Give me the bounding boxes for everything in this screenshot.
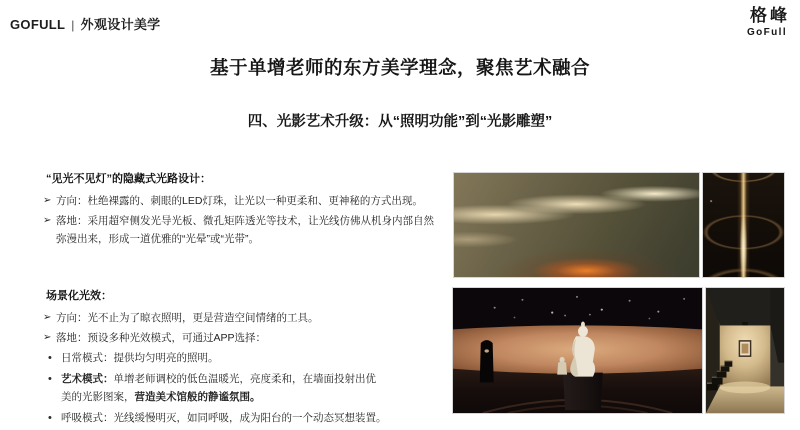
slide-subtitle: 四、光影艺术升级：从“照明功能”到“光影雕塑”	[247, 114, 553, 130]
logo-en-text: GoFull	[746, 26, 787, 38]
mode-desc: 单增老师调校的低色温暖光，亮度柔和，在墙面投射出优美的光影图案，	[61, 373, 376, 403]
light-beam-photo	[702, 172, 785, 278]
bullet-text: 方向：杜绝裸露的、刺眼的LED灯珠，让光以一种更柔和、更神秘的方式出现。	[56, 195, 423, 207]
mode-item-breath	[48, 409, 437, 427]
bullet-item	[43, 192, 437, 210]
header-section-title: 外观设计美学	[80, 17, 161, 32]
mode-item-daily	[48, 349, 437, 367]
mode-text	[61, 370, 383, 406]
section-hidden-light	[43, 170, 437, 248]
mode-text	[61, 409, 387, 427]
dot-bullet-icon: •	[48, 352, 52, 364]
gofull-logo	[746, 6, 790, 38]
arrow-bullet-icon: ➢	[43, 312, 52, 323]
logo-cn-text: 格峰	[750, 6, 790, 25]
museum-graphic	[453, 288, 702, 413]
dot-bullet-icon: •	[48, 373, 52, 385]
mode-text	[61, 349, 383, 367]
slide-title: 基于单增老师的东方美学理念，聚焦艺术融合	[209, 57, 590, 78]
section1-heading: “见光不见灯”的隐藏式光路设计：	[46, 173, 211, 185]
text-column	[43, 170, 437, 430]
light-streaks-photo	[453, 172, 700, 278]
brand-name: GOFULL	[10, 17, 66, 32]
section-scene-light	[43, 287, 437, 427]
mode-label: 日常模式：	[61, 352, 114, 364]
mode-item-art	[48, 370, 437, 406]
mode-emphasis: 营造美术馆般的静谧氛围。	[134, 391, 261, 403]
mode-label: 呼吸模式：	[61, 412, 114, 424]
bullet-item	[43, 329, 437, 347]
mode-label: 艺术模式：	[61, 373, 114, 385]
corridor-graphic	[706, 288, 784, 413]
bullet-text: 方向：光不止为了晾衣照明，更是营造空间情绪的工具。	[56, 312, 319, 324]
mode-desc: 光线缓慢明灭，如同呼吸，成为阳台的一个动态冥想装置。	[113, 412, 387, 424]
arrow-bullet-icon: ➢	[43, 332, 52, 343]
dot-bullet-icon: •	[48, 412, 52, 424]
arrow-bullet-icon: ➢	[43, 195, 52, 206]
header-brandline	[10, 14, 160, 33]
header-separator: |	[71, 18, 75, 32]
light-mode-list	[48, 349, 437, 427]
bullet-item	[43, 309, 437, 327]
bullet-text: 落地：采用超窄侧发光导光板、微孔矩阵透光等技术，让光线仿佛从机身内部自然弥漫出来，形成一道优雅的“光晕”或“光带”。	[56, 215, 434, 245]
arrow-bullet-icon: ➢	[43, 215, 52, 226]
bullet-text: 落地：预设多种光效模式，可通过APP选择：	[56, 332, 267, 344]
museum-sculpture-photo	[452, 287, 703, 414]
bullet-item	[43, 212, 437, 248]
mode-desc: 提供均匀明亮的照明。	[113, 352, 219, 364]
section2-heading: 场景化光效：	[46, 290, 112, 302]
gallery-corridor-photo	[705, 287, 785, 414]
